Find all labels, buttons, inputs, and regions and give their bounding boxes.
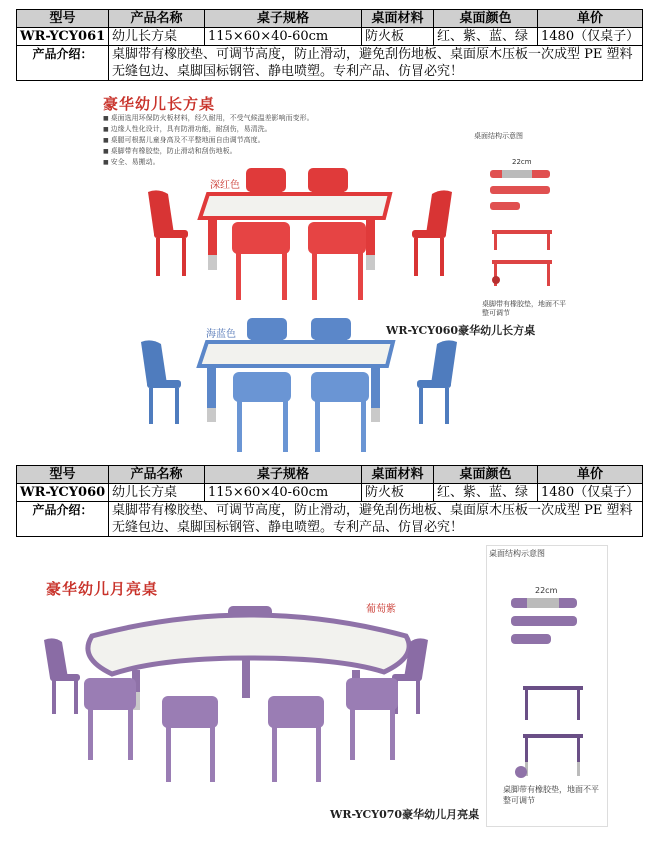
table-header-row [17, 466, 643, 484]
cell-product-name: 幼儿长方桌 [109, 28, 205, 46]
cell-model: WR-YCY060 [17, 484, 109, 502]
moon-table-illustration [40, 600, 440, 810]
header-model: 型号 [17, 10, 109, 28]
cell-price: 1480（仅桌子） [538, 28, 643, 46]
product1-caption: WR-YCY060豪华幼儿长方桌 [386, 324, 536, 337]
intro-text: 桌脚带有橡胶垫、可调节高度，防止滑动，避免刮伤地板、桌面原木压板一次成型 PE 塑料无缝包边、桌脚国标钢管、静电喷塑。专利产品、仿冒必究！ [109, 46, 643, 81]
diagram-title: 桌面结构示意图 [489, 549, 545, 558]
feature-item: ■ 桌脚带有橡胶垫，防止滑动和刮伤地板。 [103, 146, 343, 157]
header-model: 型号 [17, 466, 109, 484]
feature-item: ■ 安全、易搬动。 [103, 157, 343, 168]
product1-title: 豪华幼儿长方桌 [103, 95, 216, 113]
intro-text: 桌脚带有橡胶垫、可调节高度，防止滑动，避免刮伤地板、桌面原木压板一次成型 PE 塑料无缝包边、桌脚国标钢管、静电喷塑。专利产品、仿冒必究！ [109, 502, 643, 537]
feature-item: ■ 桌面选用环保防火板材料，经久耐用，不受气候温差影响而变形。 [103, 113, 343, 124]
header-product-name: 产品名称 [109, 466, 205, 484]
header-price: 单价 [538, 466, 643, 484]
red-table-illustration [140, 160, 460, 310]
chair-front-right [308, 222, 366, 300]
structure-diagram-2 [486, 545, 608, 827]
chair-front-left [232, 222, 290, 300]
header-material: 桌面材料 [362, 10, 434, 28]
structure-diagram-1 [472, 132, 572, 317]
feature-item: ■ 桌腿可根据儿童身高及不平整地面自由调节高度。 [103, 135, 343, 146]
color-tag-blue: 海蓝色 [206, 329, 236, 340]
cell-color: 红、紫、蓝、绿 [434, 28, 538, 46]
cell-material: 防火板 [362, 28, 434, 46]
color-tag-red: 深红色 [210, 180, 240, 191]
header-color: 桌面颜色 [434, 10, 538, 28]
color-tag-purple: 葡萄紫 [366, 604, 396, 615]
intro-label: 产品介绍： [17, 46, 109, 81]
cell-spec: 115×60×40-60cm [205, 28, 362, 46]
table-header-row [17, 10, 643, 28]
spec-table-1 [16, 9, 643, 81]
cell-model: WR-YCY061 [17, 28, 109, 46]
feature-item: ■ 边缘人性化设计，具有防滑功能，耐刮伤，易清洗。 [103, 124, 343, 135]
header-spec: 桌子规格 [205, 10, 362, 28]
chair-side-left [148, 190, 188, 276]
diagram-note: 桌脚带有橡胶垫，地面不平整可调节 [503, 785, 599, 805]
cell-price: 1480（仅桌子） [538, 484, 643, 502]
intro-row [17, 46, 643, 81]
cell-color: 红、紫、蓝、绿 [434, 484, 538, 502]
table-top [200, 194, 390, 218]
intro-label: 产品介绍： [17, 502, 109, 537]
cell-spec: 115×60×40-60cm [205, 484, 362, 502]
spec-table-2 [16, 465, 643, 537]
table-row [17, 28, 643, 46]
header-spec: 桌子规格 [205, 466, 362, 484]
product2-caption: WR-YCY070豪华幼儿月亮桌 [330, 808, 480, 821]
blue-table-illustration [135, 310, 465, 460]
table-top [199, 342, 393, 366]
chair-side-right [412, 190, 452, 276]
cell-material: 防火板 [362, 484, 434, 502]
cell-product-name: 幼儿长方桌 [109, 484, 205, 502]
diagram-dimension: 22cm [512, 158, 532, 166]
header-price: 单价 [538, 10, 643, 28]
header-color: 桌面颜色 [434, 466, 538, 484]
product2-title: 豪华幼儿月亮桌 [46, 580, 159, 598]
diagram-dimension: 22cm [535, 586, 558, 595]
table-row [17, 484, 643, 502]
intro-row [17, 502, 643, 537]
header-product-name: 产品名称 [109, 10, 205, 28]
header-material: 桌面材料 [362, 466, 434, 484]
diagram-title: 桌面结构示意图 [474, 132, 523, 140]
diagram-note: 桌脚带有橡胶垫，地面不平整可调节 [482, 300, 566, 317]
